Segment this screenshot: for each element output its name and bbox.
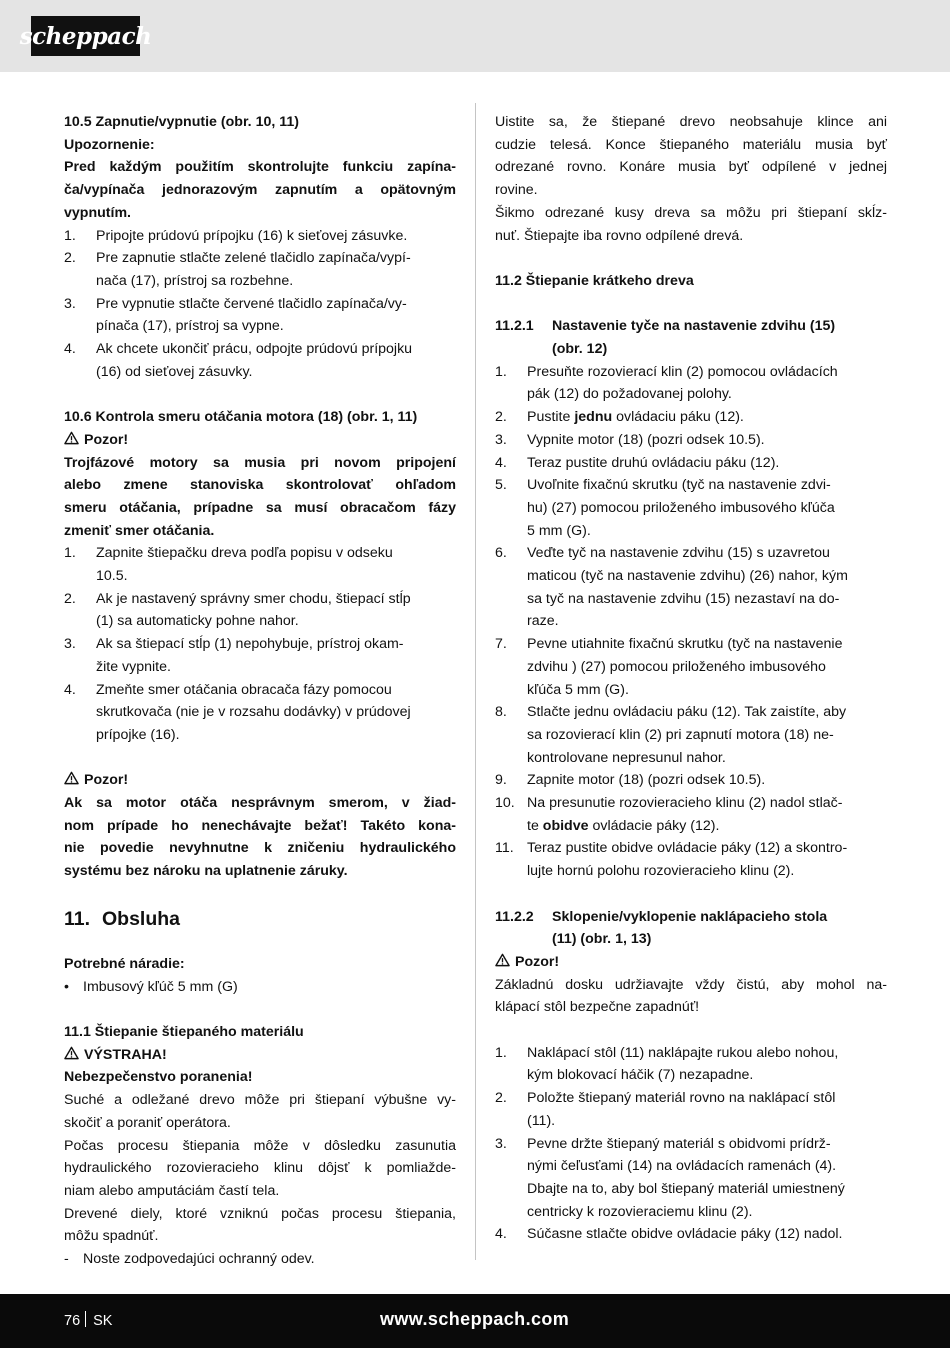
- heading-number: 11.2.2: [495, 908, 534, 925]
- warning-triangle-icon: [64, 1046, 79, 1060]
- heading-number: 11.2.1: [495, 318, 534, 335]
- list-number: 4.: [495, 1226, 507, 1243]
- list-text: Pripojte prúdovú prípojku (16) k sieťovej zásuvke.: [96, 227, 408, 244]
- paragraph-line: cudzie telesá. Konce štiepaného materiálu musia byť: [495, 136, 887, 153]
- list-number: 2.: [495, 1090, 507, 1107]
- list-item-cont: zdvihu ) (27) pomocou priloženého imbusového: [527, 658, 826, 675]
- warning-line: systému bez nároku na uplatnenie záruky.: [64, 863, 348, 880]
- list-text: Súčasne stlačte obidve ovládacie páky (12) nadol.: [527, 1226, 843, 1243]
- heading-number: 11.: [64, 907, 91, 930]
- bullet-glyph: •: [64, 978, 69, 995]
- list-item-cont: kľúča 5 mm (G).: [527, 681, 629, 698]
- dash-glyph: -: [64, 1251, 69, 1268]
- list-item-cont: žite vypnite.: [96, 658, 171, 675]
- paragraph-line: hydraulického rozovieracieho klinu dôjsť k pomliažde-: [64, 1160, 456, 1177]
- list-text: Naklápací stôl (11) naklápajte rukou alebo nohou,: [527, 1044, 839, 1061]
- list-text: Teraz pustite obidve ovládacie páky (12) a skontro-: [527, 840, 848, 857]
- list-text: ovládacie páky (12).: [588, 817, 720, 834]
- list-number: 8.: [495, 704, 507, 721]
- warning-line: Ak sa motor otáča nesprávnym smerom, v žiad-: [64, 795, 456, 812]
- list-item: [495, 1223, 887, 1246]
- column-divider: [475, 103, 476, 1260]
- list-number: 4.: [64, 341, 76, 358]
- list-number: 2.: [495, 409, 507, 426]
- list-number: 2.: [64, 590, 76, 607]
- list-number: 6.: [495, 545, 507, 562]
- paragraph-line: Uistite sa, že štiepané drevo neobsahuje klince ani: [495, 114, 887, 130]
- tools-title: Potrebné náradie:: [64, 955, 185, 972]
- list-text: Pevne utiahnite fixačnú skrutku (tyč na nastavenie: [527, 636, 843, 653]
- list-item-cont: Dbajte na to, aby bol štiepaný materiál umiestnený: [527, 1180, 845, 1197]
- caution-label: [64, 429, 456, 452]
- warning-label: [64, 1044, 456, 1067]
- list-item-cont: (11).: [527, 1112, 556, 1129]
- list-item-cont: lujte hornú polohu rozovieracieho klinu (2).: [527, 863, 795, 880]
- list-item-cont: skrutkovača (nie je v rozsahu dodávky) v prúdovej: [96, 704, 411, 721]
- paragraph-line: môžu spadnúť.: [64, 1228, 159, 1245]
- warning-triangle-icon: [495, 953, 510, 967]
- warning-line: nom prípade ho nenechávajte bežať! Takéto kona-: [64, 817, 456, 834]
- list-item-cont: kým blokovací háčik (7) nezapadne.: [527, 1067, 754, 1084]
- list-item-cont: [495, 815, 887, 838]
- list-number: 1.: [64, 545, 76, 562]
- list-item: [64, 293, 456, 316]
- list-text: ovládaciu páku (12).: [612, 409, 744, 426]
- paragraph-line: vypnutím.: [64, 204, 132, 221]
- list-text: Presuňte rozovierací klin (2) pomocou ovládacích: [527, 363, 838, 380]
- scheppach-logo: scheppach: [31, 16, 140, 56]
- dash-item: [64, 1248, 456, 1271]
- website-link[interactable]: www.scheppach.com: [380, 1309, 570, 1329]
- section-11-heading: [64, 908, 456, 931]
- page-number: [64, 1311, 112, 1331]
- heading-text: Obsluha: [102, 907, 181, 930]
- warning-triangle-icon: [64, 431, 79, 445]
- list-number: 4.: [64, 681, 76, 698]
- list-text-bold: obidve: [542, 817, 589, 834]
- warning-triangle-icon: [64, 771, 79, 785]
- list-item-cont: sa tyč na nastavenie zdvihu (15) nezastaví na do-: [527, 590, 840, 607]
- caution-text: Pozor!: [515, 953, 560, 970]
- paragraph-line: Suché a odležané drevo môže pri štiepaní výbušne vy-: [64, 1092, 456, 1109]
- paragraph-line: Pred každým použitím skontrolujte funkciu zapína-: [64, 159, 456, 176]
- list-text: Ak sa štiepací stĺp (1) nepohybuje, prístroj okam-: [96, 636, 404, 653]
- list-number: 5.: [495, 477, 507, 494]
- caution-label: [495, 951, 887, 974]
- language-code: SK: [93, 1313, 113, 1329]
- heading-cont: (obr. 12): [552, 341, 608, 357]
- list-item: [495, 1087, 887, 1110]
- list-item: [495, 769, 887, 792]
- section-11-1-title: 11.1 Štiepanie štiepaného materiálu: [64, 1024, 304, 1041]
- list-text: Ak chcete ukončiť prácu, odpojte prúdovú prípojku: [96, 341, 413, 358]
- list-item: [495, 837, 887, 860]
- list-number: 3.: [495, 431, 507, 448]
- list-text: Na presunutie rozovieracieho klinu (2) nadol stlač-: [527, 795, 843, 812]
- paragraph-line: ča/vypínača jednorazovým zapnutím a opätovným: [64, 182, 456, 199]
- list-text: Zapnite štiepačku dreva podľa popisu v odseku: [96, 545, 393, 562]
- list-number: 1.: [495, 1044, 507, 1061]
- paragraph-line: rovine.: [495, 182, 538, 199]
- left-column: [64, 111, 456, 1271]
- list-text: Pre vypnutie stlačte červené tlačidlo zapínača/vy-: [96, 295, 407, 312]
- list-item: [495, 1133, 887, 1156]
- list-text: Pevne držte štiepaný materiál s obidvomi prídrž-: [527, 1135, 831, 1152]
- note-label: Upozornenie:: [64, 136, 155, 153]
- list-text: Zapnite motor (18) (pozri odsek 10.5).: [527, 772, 766, 789]
- list-item-cont: maticou (tyč na nastavenie zdvihu) (26) nahor, kým: [527, 568, 848, 585]
- paragraph-line: niam alebo amputáciám častí tela.: [64, 1182, 280, 1199]
- footer-bar: [0, 1294, 950, 1348]
- list-item-cont: centricky k rozovieraciemu klinu (2).: [527, 1203, 753, 1220]
- list-item: [64, 338, 456, 361]
- list-item-cont: pínača (17), prístroj sa vypne.: [96, 318, 284, 335]
- list-item: [495, 406, 887, 429]
- list-item: [64, 225, 456, 248]
- list-number: 3.: [64, 636, 76, 653]
- warning-line: smeru otáčania, prípadne sa musí obracačom fázy: [64, 499, 456, 516]
- caution-label: [64, 769, 456, 792]
- list-number: 4.: [495, 454, 507, 471]
- list-item: [495, 1042, 887, 1065]
- list-item: [64, 679, 456, 702]
- list-number: 10.: [495, 795, 515, 812]
- list-text: Vypnite motor (18) (pozri odsek 10.5).: [527, 431, 765, 448]
- paragraph-line: Základnú dosku udržiavajte vždy čistú, aby mohol na-: [495, 976, 887, 993]
- list-item-cont: raze.: [527, 613, 559, 630]
- list-item-cont: (16) od sieťovej zásuvky.: [96, 363, 253, 380]
- list-item-cont: hu) (27) pomocou priloženého imbusového kľúča: [527, 499, 835, 516]
- paragraph-line: nuť. Štiepajte iba rovno odpílené drevá.: [495, 227, 744, 244]
- list-item-cont: sa rozovierací klin (2) pri zapnutí motora (18) ne-: [527, 726, 834, 743]
- paragraph-line: Drevené diely, ktoré vzniknú počas procesu štiepania,: [64, 1205, 456, 1222]
- paragraph-line: odrezané rovno. Konáre musia byť odpílené v jednej: [495, 159, 887, 176]
- list-item-cont: prípojke (16).: [96, 726, 180, 743]
- paragraph-line: skočiť a poraniť operátora.: [64, 1114, 231, 1131]
- bullet-item: [64, 976, 456, 999]
- right-column: [495, 111, 887, 1246]
- caution-text: Pozor!: [84, 772, 129, 789]
- list-number: 2.: [64, 250, 76, 267]
- list-text: Veďte tyč na nastavenie zdvihu (15) s uzavretou: [527, 545, 830, 562]
- header-bar: [0, 0, 950, 72]
- list-item: [495, 429, 887, 452]
- warning-line: nie povedie nevyhnutne k zničeniu hydraulického: [64, 840, 456, 857]
- list-item-cont: 10.5.: [96, 568, 128, 585]
- list-item: [495, 633, 887, 656]
- list-item-cont: nými čeľusťami (14) na ovládacích ramenách (4).: [527, 1158, 837, 1175]
- list-number: 1.: [64, 227, 76, 244]
- list-item: [64, 247, 456, 270]
- list-item: [495, 361, 887, 384]
- list-item-cont: kontrolovane nepresunul nahor.: [527, 749, 726, 766]
- list-text: Teraz pustite druhú ovládaciu páku (12).: [527, 454, 780, 471]
- list-item: [495, 474, 887, 497]
- list-item-cont: nača (17), prístroj sa rozbehne.: [96, 272, 294, 289]
- list-text-bold: jednu: [574, 409, 613, 426]
- danger-label: Nebezpečenstvo poranenia!: [64, 1069, 253, 1086]
- list-text: Pustite: [527, 409, 575, 426]
- list-number: 3.: [64, 295, 76, 312]
- bullet-text: Imbusový kľúč 5 mm (G): [83, 978, 238, 995]
- list-item: [495, 542, 887, 565]
- list-number: 3.: [495, 1135, 507, 1152]
- list-text: Zmeňte smer otáčania obracača fázy pomocou: [96, 681, 392, 698]
- section-10-5-title: 10.5 Zapnutie/vypnutie (obr. 10, 11): [64, 114, 299, 130]
- warning-text: VÝSTRAHA!: [84, 1046, 167, 1063]
- list-text: Pre zapnutie stlačte zelené tlačidlo zapínača/vypí-: [96, 250, 411, 267]
- list-text: Stlačte jednu ovládaciu páku (12). Tak zaistíte, aby: [527, 704, 847, 721]
- caution-text: Pozor!: [84, 431, 129, 448]
- warning-line: zmeniť smer otáčania.: [64, 522, 215, 539]
- page-number-value: 76: [64, 1313, 81, 1329]
- dash-text: Noste zodpovedajúci ochranný odev.: [83, 1251, 315, 1268]
- list-item: [64, 588, 456, 611]
- paragraph-line: klápací stôl bezpečne zapadnúť!: [495, 999, 700, 1016]
- list-text: Položte štiepaný materiál rovno na naklápací stôl: [527, 1090, 836, 1107]
- list-item-cont: 5 mm (G).: [527, 522, 591, 539]
- section-10-6-title: 10.6 Kontrola smeru otáčania motora (18) (obr. 1, 11): [64, 409, 418, 426]
- list-item: [495, 452, 887, 475]
- section-11-2-2-title: [495, 906, 887, 929]
- list-text: Ak je nastavený správny smer chodu, štiepací stĺp: [96, 590, 411, 607]
- list-text: Uvoľnite fixačnú skrutku (tyč na nastavenie zdvi-: [527, 477, 831, 494]
- list-item: [495, 701, 887, 724]
- list-text: te: [527, 817, 543, 834]
- list-number: 9.: [495, 772, 507, 789]
- paragraph-line: Počas procesu štiepania môže v dôsledku zasunutia: [64, 1137, 456, 1154]
- warning-line: alebo zmene stanoviska skontrolovať ohľadom: [64, 477, 456, 494]
- heading-text: Nastavenie tyče na nastavenie zdvihu (15): [552, 318, 836, 335]
- list-item: [64, 542, 456, 565]
- list-number: 11.: [495, 840, 514, 857]
- list-item: [64, 633, 456, 656]
- section-11-2-title: 11.2 Štiepanie krátkeho dreva: [495, 272, 694, 289]
- footer-separator: [85, 1311, 86, 1327]
- list-item-cont: pák (12) do požadovanej polohy.: [527, 386, 732, 403]
- heading-cont: (11) (obr. 1, 13): [552, 931, 652, 948]
- list-number: 1.: [495, 363, 507, 380]
- section-11-2-1-title: [495, 315, 887, 338]
- list-item: [495, 792, 887, 815]
- heading-text: Sklopenie/vyklopenie naklápacieho stola: [552, 908, 828, 925]
- paragraph-line: Šikmo odrezané kusy dreva sa môžu pri štiepaní skĺz-: [495, 204, 887, 221]
- warning-line: Trojfázové motory sa musia pri novom pripojení: [64, 454, 456, 471]
- list-item-cont: (1) sa automaticky pohne nahor.: [96, 613, 299, 630]
- list-number: 7.: [495, 636, 507, 653]
